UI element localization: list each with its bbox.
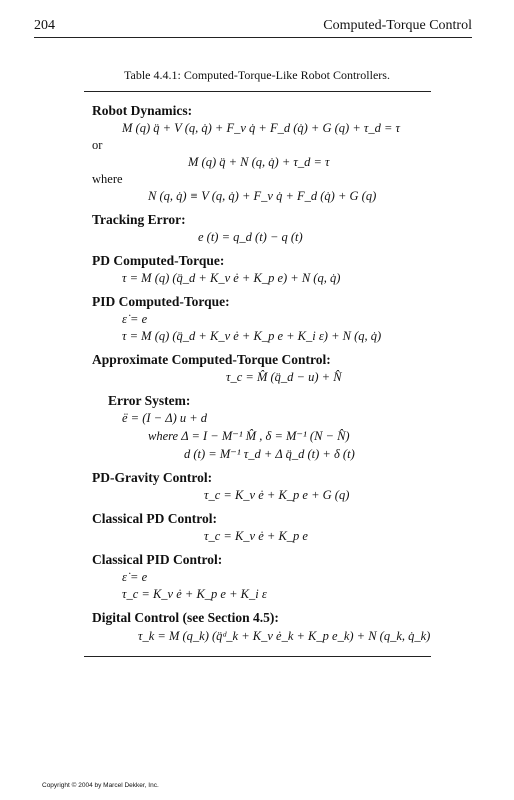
equation-classical-integrator: ε̇ = e bbox=[122, 570, 148, 584]
equation-dynamics-full: M (q) q̈ + V (q, q̇) + F_v q̇ + F_d (q̇) + G (q) + τ_d = τ bbox=[122, 121, 401, 135]
section-title-robot-dynamics: Robot Dynamics: bbox=[92, 103, 193, 118]
section-title-digital-control: Digital Control (see Section 4.5): bbox=[92, 610, 279, 625]
table-caption: Table 4.4.1: Computed-Torque-Like Robot Controllers. bbox=[124, 68, 390, 82]
page-number: 204 bbox=[34, 18, 55, 33]
running-title: Computed-Torque Control bbox=[323, 18, 472, 33]
equation-pd-gravity: τ_c = K_v ė + K_p e + G (q) bbox=[204, 488, 350, 502]
equation-tracking-error: e (t) = q_d (t) − q (t) bbox=[198, 230, 303, 244]
table-bottom-rule bbox=[84, 656, 431, 657]
connector-or: or bbox=[92, 138, 103, 152]
equation-pid-computed-torque: τ = M (q) (q̈_d + K_v ė + K_p e + K_i ε) + N (q, q̇) bbox=[122, 329, 382, 343]
equation-digital-control: τ_k = M (q_k) (q̈ᵈ_k + K_v ė_k + K_p e_k) + N (q_k, q̇_k) bbox=[138, 629, 431, 643]
section-title-approximate-computed-torque: Approximate Computed-Torque Control: bbox=[92, 352, 331, 367]
section-title-pd-computed-torque: PD Computed-Torque: bbox=[92, 253, 225, 268]
copyright-notice: Copyright © 2004 by Marcel Dekker, Inc. bbox=[42, 782, 159, 789]
section-title-pd-gravity: PD-Gravity Control: bbox=[92, 470, 213, 485]
equation-disturbance: d (t) = M⁻¹ τ_d + Δ q̈_d (t) + δ (t) bbox=[184, 447, 355, 461]
section-title-error-system: Error System: bbox=[108, 393, 191, 408]
equation-classical-pd: τ_c = K_v ė + K_p e bbox=[204, 529, 308, 543]
equation-approximate-computed-torque: τ_c = M̂ (q̈_d − u) + N̂ bbox=[226, 370, 342, 384]
connector-where: where bbox=[92, 172, 123, 186]
equation-nonlinear-terms: N (q, q̇) ≡ V (q, q̇) + F_v q̇ + F_d (q̇) + G (q) bbox=[148, 189, 377, 203]
equation-pd-computed-torque: τ = M (q) (q̈_d + K_v ė + K_p e) + N (q, q̇) bbox=[122, 271, 341, 285]
page-header bbox=[34, 18, 472, 38]
equation-classical-pid: τ_c = K_v ė + K_p e + K_i ε bbox=[122, 587, 267, 601]
section-title-classical-pid: Classical PID Control: bbox=[92, 552, 223, 567]
section-title-tracking-error: Tracking Error: bbox=[92, 212, 186, 227]
section-title-pid-computed-torque: PID Computed-Torque: bbox=[92, 294, 230, 309]
table-top-rule bbox=[84, 91, 431, 92]
equation-integrator: ε̇ = e bbox=[122, 312, 148, 326]
equation-delta-definitions: where Δ = I − M⁻¹ M̂ , δ = M⁻¹ (N − N̂) bbox=[148, 429, 350, 443]
table-body bbox=[92, 102, 432, 646]
section-title-classical-pd: Classical PD Control: bbox=[92, 511, 217, 526]
equation-error-system: ë = (I − Δ) u + d bbox=[122, 411, 208, 425]
equation-dynamics-compact: M (q) q̈ + N (q, q̇) + τ_d = τ bbox=[188, 155, 330, 169]
